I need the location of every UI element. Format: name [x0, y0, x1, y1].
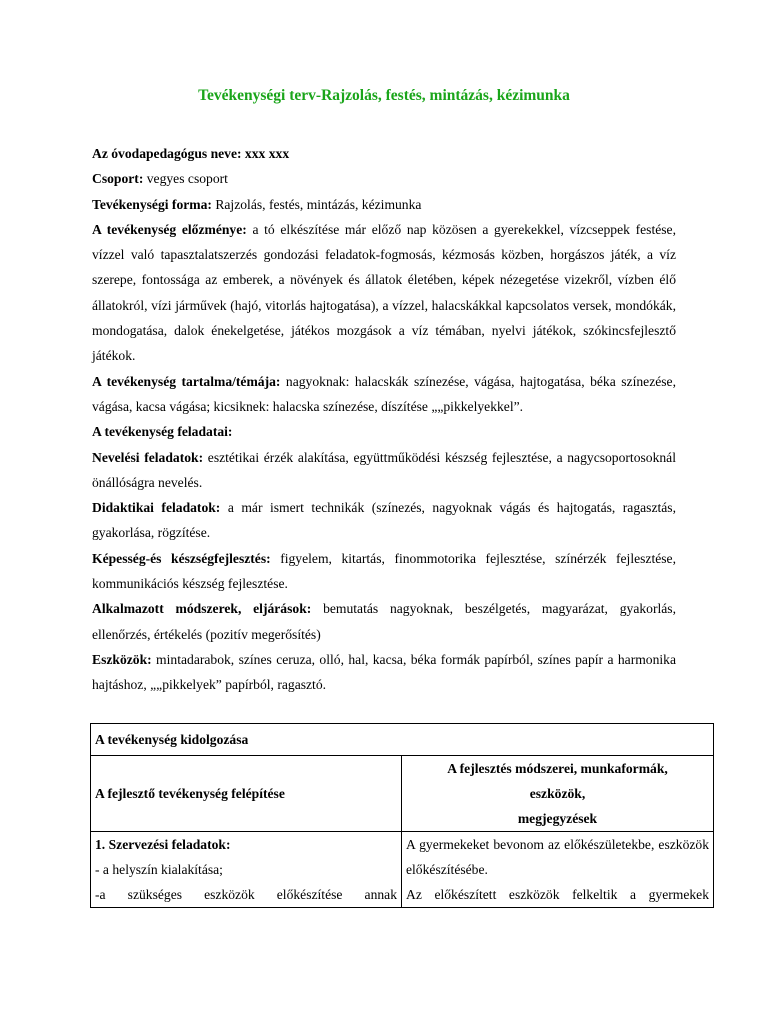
- tools-paragraph: [92, 647, 676, 698]
- didactic-paragraph: [92, 495, 676, 546]
- group-line: [92, 166, 676, 191]
- table-heading: A tevékenység kidolgozása: [91, 724, 714, 756]
- row1-methods-text1: A gyermekeket bevonom az előkészületekbe, eszközök előkészítésébe.: [406, 837, 709, 877]
- teacher-label: Az óvodapedagógus neve: xxx xxx: [92, 146, 290, 161]
- table-row: [91, 832, 714, 908]
- tasks-label: A tevékenység feladatai:: [92, 424, 233, 440]
- table-column-header-row: [91, 756, 714, 832]
- antecedent-paragraph: [92, 217, 676, 369]
- column-header-methods: [402, 756, 714, 832]
- form-label: Tevékenységi forma:: [92, 196, 212, 212]
- antecedent-label: A tevékenység előzménye:: [92, 221, 247, 237]
- tasks-heading: [92, 419, 676, 444]
- tools-label: Eszközök:: [92, 651, 152, 667]
- column-header-methods-line2: eszközök,: [529, 786, 586, 801]
- methods-value: bemutatás nagyoknak, beszélgetés, magyarázat, gyakorlás, ellenőrzés, értékelés (pozitív megerősítés): [92, 601, 676, 642]
- form-line: [92, 192, 676, 217]
- content-value: nagyoknak: halacskák színezése, vágása, hajtogatása, béka színezése, vágása, kacsa vágása; kicsiknek: halacska színezése, díszítése „„pikkelyekkel”.: [92, 373, 676, 414]
- row1-title: 1. Szervezési feladatok:: [95, 837, 231, 852]
- row1-methods-text2: Az előkészített eszközök felkeltik a gyermekek: [406, 887, 709, 902]
- row1-methods-cell: [402, 832, 714, 908]
- educational-value: esztétikai érzék alakítása, együttműködési készség fejlesztése, a nagycsoportosoknál önállóságra nevelés.: [92, 449, 676, 490]
- document-title: Tevékenységi terv-Rajzolás, festés, mintázás, kézimunka: [198, 87, 570, 104]
- row1-item-tools: -a szükséges eszközök előkészítése annak: [95, 887, 397, 902]
- row1-item-venue: - a helyszín kialakítása;: [95, 862, 223, 877]
- educational-paragraph: [92, 445, 676, 496]
- group-value: vegyes csoport: [143, 171, 228, 187]
- tools-value: mintadarabok, színes ceruza, olló, hal, kacsa, béka formák papírból, színes papír a harmonika hajtáshoz, „„pikkelyek” papírból, ragasztó.: [92, 651, 676, 693]
- methods-label: Alkalmazott módszerek, eljárások:: [92, 601, 312, 617]
- educational-label: Nevelési feladatok:: [92, 449, 204, 465]
- skills-label: Képesség-és készségfejlesztés:: [92, 550, 271, 566]
- column-header-methods-line3: megjegyzések: [517, 811, 598, 826]
- didactic-label: Didaktikai feladatok:: [92, 500, 221, 516]
- antecedent-value: a tó elkészítése már előző nap közösen a gyerekekkel, vízcseppek festése, vízzel való tapasztalatszerzés gondozási feladatok-fogmosás, kézmosás közben, horgászos játék, a víz szerepe, fontossága az emberek, a növények és állatok életében, képek nézegetése vizekről, vízben élő állatokról, vízi járművek (hajó, vitorlás hajtogatása), a vízzel, halacskákkal kapcsolatos versek, mondókák, mondogatása, dalok énekelgetése, játékos mozgások a víz témában, nyelvi játékok, szókincsfejlesztő játékok.: [92, 221, 676, 364]
- didactic-value: a már ismert technikák (színezés, nagyoknak vágás és hajtogatás, ragasztás, gyakorlása, rögzítése.: [92, 500, 676, 541]
- row1-structure-cell: [91, 832, 402, 908]
- methods-paragraph: [92, 596, 676, 647]
- plan-body: [92, 141, 676, 698]
- activity-plan-table: [90, 723, 714, 908]
- teacher-line: [92, 141, 676, 166]
- content-label: A tevékenység tartalma/témája:: [92, 373, 281, 389]
- content-paragraph: [92, 369, 676, 420]
- skills-value: figyelem, kitartás, finommotorika fejlesztése, színérzék fejlesztése, kommunikációs készség fejlesztése.: [92, 550, 676, 592]
- column-header-methods-line1: A fejlesztés módszerei, munkaformák,: [447, 761, 668, 776]
- column-header-structure: A fejlesztő tevékenység felépítése: [91, 756, 402, 832]
- skills-paragraph: [92, 546, 676, 597]
- table-heading-row: [91, 724, 714, 756]
- group-label: Csoport:: [92, 171, 144, 187]
- form-value: Rajzolás, festés, mintázás, kézimunka: [211, 196, 422, 212]
